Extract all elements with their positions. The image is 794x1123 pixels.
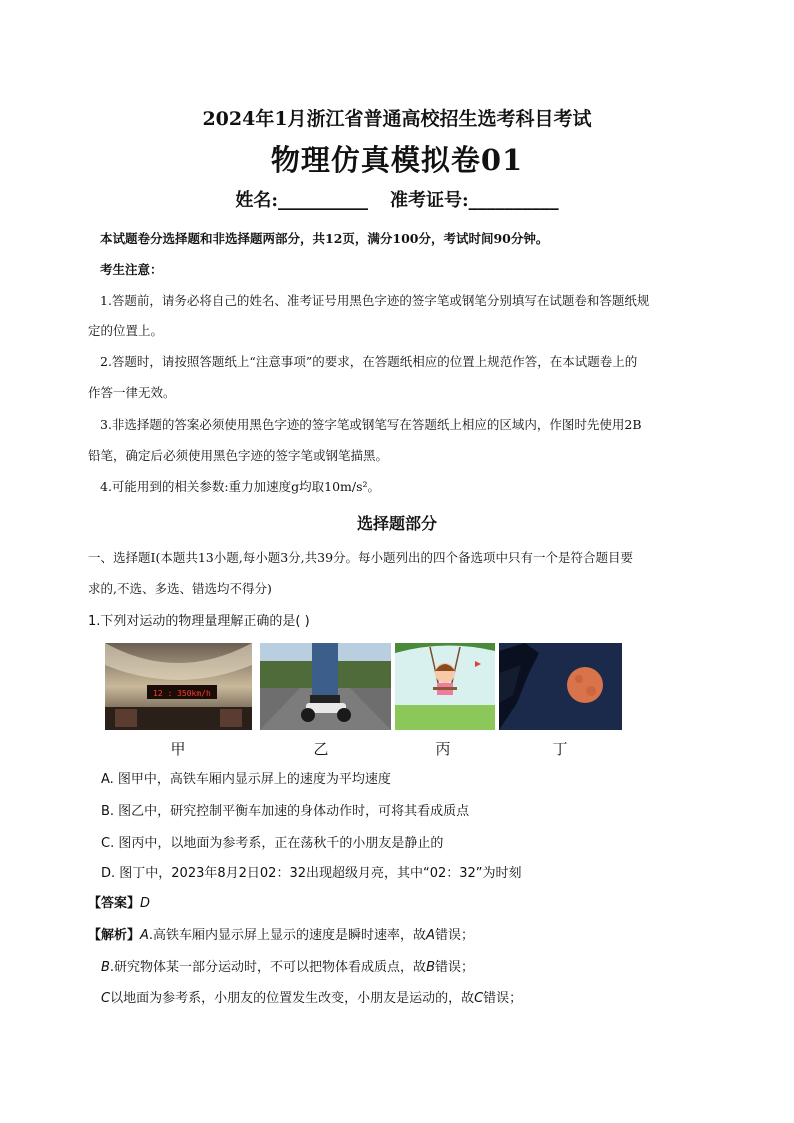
option-d: D. 图丁中，2023年8月2日02：32出现超级月亮，其中“02：32”为时刻 [101, 866, 522, 881]
analysis-label: 【解析】 [88, 928, 141, 943]
train-speed-display: 12 : 350km/h [153, 689, 211, 698]
exam-id-field: 准考证号:__________ [390, 190, 559, 211]
notice-line: 3.非选择题的答案必须使用黑色字迹的签字笔或钢笔写在答题纸上相应的区域内，作图时先使用2B [100, 417, 642, 432]
paper-title: 物理仿真模拟卷01 [270, 143, 524, 177]
notice-heading: 考生注意： [100, 262, 163, 277]
super-moon-image [499, 643, 622, 730]
analysis-line: 【解析】A.高铁车厢内显示屏上显示的速度是瞬时速率，故A错误； [88, 928, 474, 943]
image-caption: 甲 [170, 740, 186, 758]
analysis-line: B.研究物体某一部分运动时，不可以把物体看成质点，故B错误； [101, 960, 474, 975]
option-b: B. 图乙中，研究控制平衡车加速的身体动作时，可将其看成质点 [101, 804, 470, 819]
image-caption: 丙 [435, 740, 451, 758]
answer-value: D [140, 896, 151, 911]
image-caption: 丁 [552, 740, 568, 758]
swing-child-image [395, 643, 495, 730]
image-caption: 乙 [313, 740, 329, 758]
balance-scooter-image [260, 643, 391, 730]
notice-line: 2.答题时，请按照答题纸上“注意事项”的要求，在答题纸相应的位置上规范作答，在本试题卷上的 [100, 354, 638, 369]
option-a: A. 图甲中，高铁车厢内显示屏上的速度为平均速度 [101, 772, 391, 787]
notice-line: 作答一律无效。 [88, 385, 176, 400]
exam-title: 2024年1月浙江省普通高校招生选考科目考试 [202, 108, 592, 130]
part-heading: 求的,不选、多选、错选均不得分) [88, 581, 272, 596]
section-title: 选择题部分 [356, 514, 437, 533]
name-field: 姓名:__________ [235, 190, 368, 211]
question-stem: 1.下列对运动的物理量理解正确的是( ) [88, 614, 310, 629]
option-c: C. 图丙中，以地面为参考系，正在荡秋千的小朋友是静止的 [101, 836, 444, 851]
intro-text: 本试题卷分选择题和非选择题两部分，共12页，满分100分，考试时间90分钟。 [100, 231, 549, 246]
notice-line: 定的位置上。 [88, 323, 164, 338]
part-heading: 一、选择题Ⅰ(本题共13小题,每小题3分,共39分。每小题列出的四个备选项中只有一个是符合题目要 [88, 550, 634, 565]
notice-line: 4.可能用到的相关参数:重力加速度g均取10m/s²。 [100, 479, 381, 494]
train-display-image [105, 643, 252, 730]
notice-line: 1.答题前，请务必将自己的姓名、准考证号用黑色字迹的签字笔或钢笔分别填写在试题卷和答题纸规 [100, 293, 650, 308]
analysis-line: C以地面为参考系，小朋友的位置发生改变，小朋友是运动的，故C错误； [101, 991, 523, 1006]
candidate-info [0, 186, 794, 212]
notice-line: 铅笔，确定后必须使用黑色字迹的签字笔或钢笔描黑。 [88, 448, 389, 463]
answer-label: 【答案】 [88, 896, 141, 911]
answer-line [88, 892, 150, 911]
